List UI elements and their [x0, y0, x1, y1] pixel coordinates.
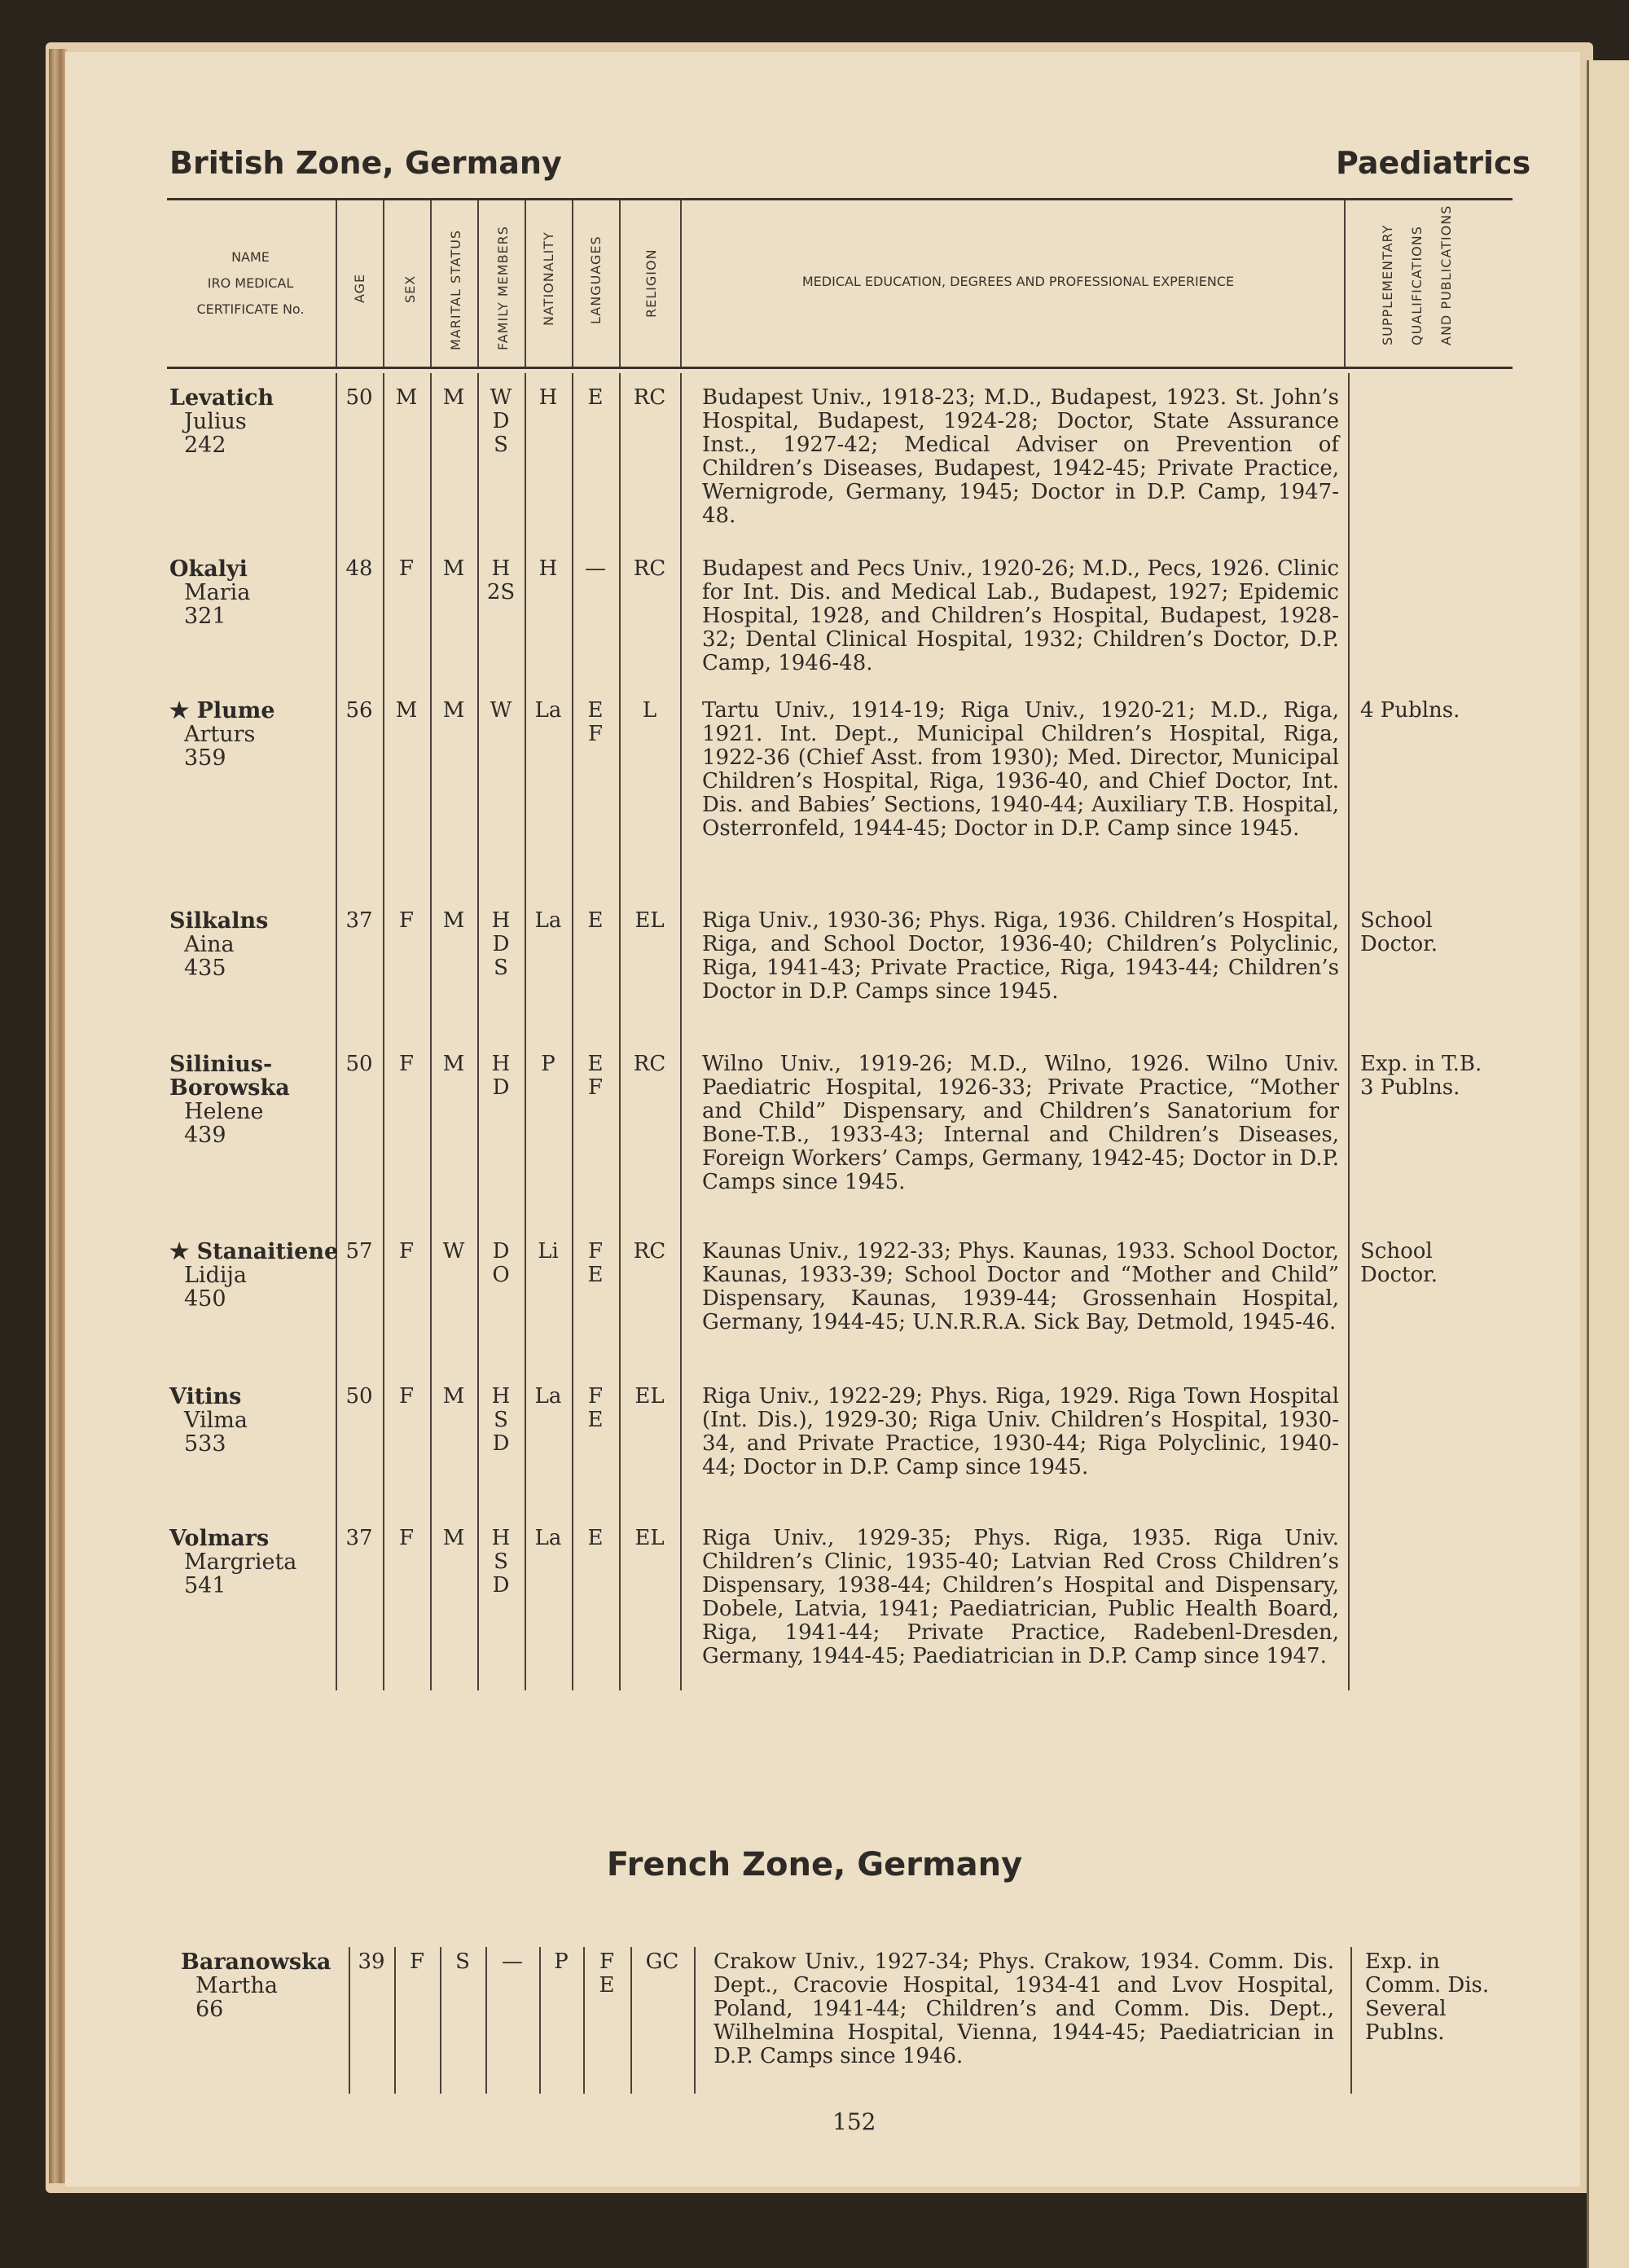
entry-marital: S [455, 1949, 470, 1974]
entry-religion: RC [633, 1052, 666, 1076]
column-header-marital-status: MARITAL STATUS [448, 229, 463, 350]
entry-languages: E [587, 1526, 604, 1550]
entry-education: Tartu Univ., 1914-19; Riga Univ., 1920-21; M.D., Riga, 1921. Int. Dept., Municipal Children’s Hospital, Riga, 1922-36 (Chief Asst. from 1930); Med. Director, Municipal Children’s Hospital, Riga, 1936-40, and Chief Doctor, Int. Dis. and Babies’ Sections, 1940-44; Auxiliary T.B. Hospital, Osterronfeld, 1944-45; Doctor in D.P. Camp since 1945. [702, 698, 1339, 841]
entry-nationality: La [534, 698, 562, 723]
entry-languages: E [587, 385, 604, 410]
entry-sex: F [398, 1526, 415, 1550]
entry-sex: F [398, 908, 415, 933]
header-bottom-rule [167, 367, 1513, 369]
entry-marital: M [442, 1052, 465, 1076]
entry-nationality: P [554, 1949, 569, 1974]
entry-languages: E F [587, 1052, 604, 1100]
entry-nationality: La [534, 908, 562, 933]
entry-languages: F E [587, 1239, 604, 1287]
entry-education: Crakow Univ., 1927-34; Phys. Crakow, 1934. Comm. Dis. Dept., Cracovie Hospital, 1934-41 and Lvov Hospital, Poland, 1941-44; Children’s and Comm. Dis. Dept., Wilhelmina Hospital, Vienna, 1944-45; Paediatrician in D.P. Camps since 1946. [714, 1949, 1334, 2068]
entry-age: 50 [345, 1384, 373, 1409]
entry-marital: M [442, 698, 465, 723]
column-header-supp-3: AND PUBLICATIONS [1438, 204, 1454, 345]
entry-age: 50 [345, 385, 373, 410]
entry-languages: F E [599, 1949, 615, 1998]
entry-name: ★ Plume Arturs 359 [169, 698, 275, 771]
entry-sex: F [398, 1384, 415, 1409]
entry-nationality: La [534, 1526, 562, 1550]
entry-supplementary: School Doctor. [1360, 1239, 1438, 1287]
entry-supplementary: School Doctor. [1360, 908, 1438, 956]
zone-title: British Zone, Germany [169, 145, 562, 181]
next-page-edge [1587, 60, 1629, 2268]
entry-sex: F [398, 1239, 415, 1264]
entry-family: — [502, 1949, 523, 1974]
entry-family: H S D [491, 1384, 511, 1456]
entry-nationality: Li [538, 1239, 559, 1264]
column-header-supp-1: SUPPLEMENTARY [1380, 224, 1395, 345]
column-header-family-members: FAMILY MEMBERS [495, 226, 511, 350]
entry-supplementary: Exp. in Comm. Dis. Several Publns. [1365, 1949, 1490, 2045]
header-top-rule [167, 198, 1513, 200]
entry-religion: EL [634, 908, 665, 933]
entry-marital: M [442, 1384, 465, 1409]
entry-education: Riga Univ., 1930-36; Phys. Riga, 1936. Children’s Hospital, Riga, and School Doctor, 1936-40; Children’s Polyclinic, Riga, 1941-43; Private Practice, Riga, 1943-44; Children’s Doctor in D.P. Camps since 1945. [702, 908, 1339, 1004]
section-title: Paediatrics [1336, 145, 1531, 181]
entry-nationality: La [534, 1384, 562, 1409]
entry-education: Kaunas Univ., 1922-33; Phys. Kaunas, 1933. School Doctor, Kaunas, 1933-39; School Doctor and “Mother and Child” Dispensary, Kaunas, 1939-44; Grossenhain Hospital, Germany, 1944-45; U.N.R.R.A. Sick Bay, Detmold, 1945-46. [702, 1239, 1339, 1334]
entry-nationality: H [538, 556, 558, 581]
entry-languages: E F [587, 698, 604, 746]
entry-marital: M [442, 556, 465, 581]
column-header-religion: RELIGION [643, 248, 659, 318]
column-header-supp-2: QUALIFICATIONS [1409, 226, 1425, 345]
entry-name: Silkalns Aina 435 [169, 908, 269, 981]
entry-religion: L [642, 698, 657, 723]
entry-sex: M [395, 698, 418, 723]
entry-education: Budapest Univ., 1918-23; M.D., Budapest, 1923. St. John’s Hospital, Budapest, 1924-28; Doctor, State Assurance Inst., 1927-42; Medical Adviser on Prevention of Children’s Diseases, Budapest, 1942-45; Private Practice, Wernigrode, Germany, 1945; Doctor in D.P. Camp, 1947-48. [702, 385, 1339, 528]
entry-sex: M [395, 385, 418, 410]
entry-name: Volmars Margrieta 541 [169, 1526, 297, 1598]
entry-name: Silinius- Borowska Helene 439 [169, 1052, 290, 1148]
entry-religion: EL [634, 1384, 665, 1409]
entry-marital: W [442, 1239, 465, 1264]
entry-age: 56 [345, 698, 373, 723]
column-header-sex: SEX [402, 275, 418, 303]
entry-name: Okalyi Maria 321 [169, 556, 251, 629]
entry-nationality: P [541, 1052, 555, 1076]
entry-name: Baranowska Martha 66 [181, 1949, 332, 2022]
entry-marital: M [442, 908, 465, 933]
entry-sex: F [409, 1949, 425, 1974]
entry-family: H 2S [486, 556, 516, 604]
entry-age: 50 [345, 1052, 373, 1076]
entry-name: Vitins Vilma 533 [169, 1384, 248, 1457]
entry-family: H S D [491, 1526, 511, 1598]
column-header-name: NAME IRO MEDICAL CERTIFICATE No. [196, 249, 305, 317]
entry-education: Riga Univ., 1922-29; Phys. Riga, 1929. Riga Town Hospital (Int. Dis.), 1929-30; Riga Univ. Children’s Hospital, 1930-34, and Private Practice, 1930-44; Riga Polyclinic, 1940-44; Doctor in D.P. Camp since 1945. [702, 1384, 1339, 1479]
entry-languages: — [585, 556, 606, 581]
entry-sex: F [398, 1052, 415, 1076]
entry-religion: EL [634, 1526, 665, 1550]
entry-marital: M [442, 385, 465, 410]
column-header-nationality: NATIONALITY [541, 231, 556, 326]
french-zone-title: French Zone, Germany [606, 1846, 1023, 1883]
entry-religion: GC [645, 1949, 679, 1974]
entry-education: Riga Univ., 1929-35; Phys. Riga, 1935. Riga Univ. Children’s Clinic, 1935-40; Latvian Red Cross Children’s Dispensary, 1938-44; Children’s Hospital and Dispensary, Dobele, Latvia, 1941; Paediatrician, Public Health Board, Riga, 1941-44; Private Practice, Radebenl-Dresden, Germany, 1944-45; Paediatrician in D.P. Camp since 1947. [702, 1526, 1339, 1668]
column-header-age: AGE [352, 273, 367, 303]
entry-age: 48 [345, 556, 373, 581]
column-header-languages: LANGUAGES [588, 235, 604, 324]
entry-religion: RC [633, 1239, 666, 1264]
entry-age: 37 [345, 908, 373, 933]
entry-languages: F E [587, 1384, 604, 1432]
entry-religion: RC [633, 556, 666, 581]
entry-age: 57 [345, 1239, 373, 1264]
entry-name: ★ Stanaitiene Lidija 450 [169, 1239, 339, 1312]
entry-nationality: H [538, 385, 558, 410]
entry-family: D O [492, 1239, 510, 1287]
entry-languages: E [587, 908, 604, 933]
entry-age: 39 [358, 1949, 385, 1974]
entry-religion: RC [633, 385, 666, 410]
entry-family: H D [491, 1052, 511, 1100]
entry-sex: F [398, 556, 415, 581]
entry-supplementary: Exp. in T.B. 3 Publns. [1360, 1052, 1482, 1100]
entry-family: W D S [490, 385, 512, 457]
entry-family: H D S [491, 908, 511, 980]
entry-family: W [490, 698, 512, 723]
entry-supplementary: 4 Publns. [1360, 698, 1460, 723]
entry-education: Wilno Univ., 1919-26; M.D., Wilno, 1926. Wilno Univ. Paediatric Hospital, 1926-33; Private Practice, “Mother and Child” Dispensary, and Children’s Sanatorium for Bone-T.B., 1933-43; Internal and Children’s Diseases, Foreign Workers’ Camps, Germany, 1942-45; Doctor in D.P. Camps since 1945. [702, 1052, 1339, 1194]
column-header-education: MEDICAL EDUCATION, DEGREES AND PROFESSIONAL EXPERIENCE [801, 274, 1235, 289]
entry-education: Budapest and Pecs Univ., 1920-26; M.D., Pecs, 1926. Clinic for Int. Dis. and Medical Lab., Budapest, 1927; Epidemic Hospital, 1928, and Children’s Hospital, Budapest, 1928-32; Dental Clinical Hospital, 1932; Children’s Doctor, D.P. Camp, 1946-48. [702, 556, 1339, 675]
entry-name: Levatich Julius 242 [169, 385, 274, 458]
page-number: 152 [832, 2108, 876, 2135]
entry-marital: M [442, 1526, 465, 1550]
entry-age: 37 [345, 1526, 373, 1550]
